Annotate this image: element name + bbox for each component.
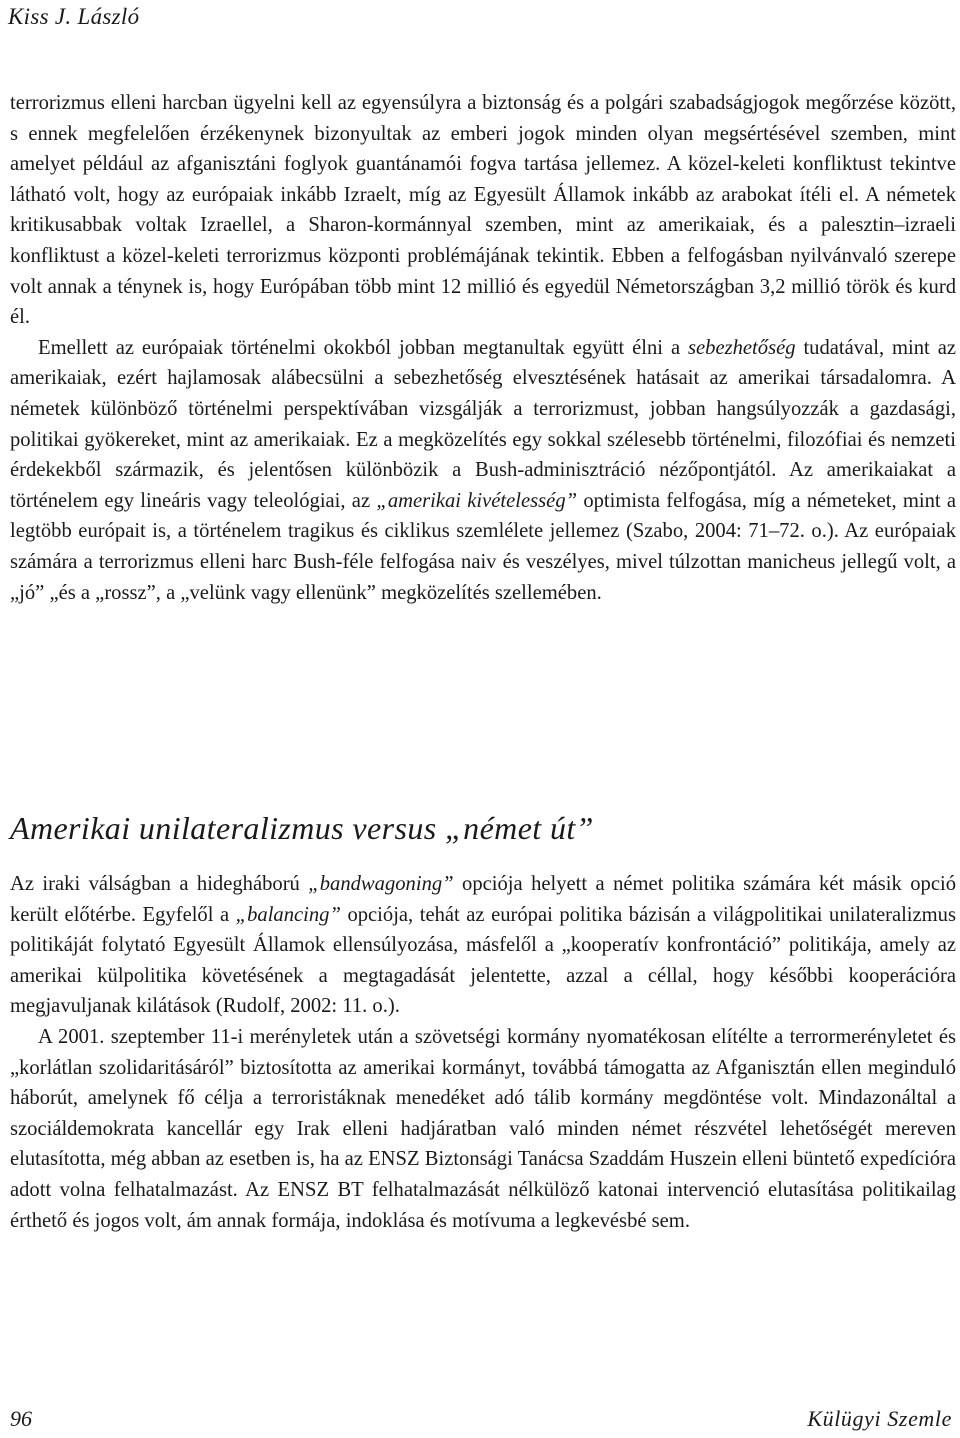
section-1-text bbox=[10, 88, 956, 608]
section-2-text bbox=[10, 869, 956, 1236]
text-run: opciója, tehát az európai politika bázisán a világpolitikai unilateralizmus politikáját folytató Egyesült Államok ellensúlyozása, másfelől a „kooperatív konfrontáció” politikája, amely az amerikai külpolitika követésének a megtagadását jelentette, azzal a céllal, hogy későbbi kooperációra megjavuljanak kilátások (Rudolf, 2002: 11. o.). bbox=[10, 903, 956, 1018]
emphasis: „amerikai kivételesség” bbox=[376, 489, 578, 512]
page-number: 96 bbox=[10, 1406, 32, 1431]
emphasis: sebezhetőség bbox=[688, 336, 796, 359]
text-run: Emellett az európaiak történelmi okokból jobban megtanultak együtt élni a bbox=[38, 336, 689, 359]
text-run: optimista felfogása, míg a németeket, mint a legtöbb európait is, a történelem tragikus és ciklikus szemlélete jellemez (Szabo, 2004: 71–72. o.). Az európaiak számára a terrorizmus elleni harc Bush-féle felfogása naiv és veszélyes, mivel túlzottan manicheus jellegű volt, a „jó” „és a „rossz”, a „velünk vagy ellenünk” megközelítés szellemében. bbox=[10, 489, 957, 604]
text-run: tudatával, mint az amerikaiak, ezért hajlamosak alábecsülni a sebezhetőség elvesztésének hatásait az amerikai társadalomra. A németek különböző történelmi perspektívában vizsgálják a terrorizmust, jobban hangsúlyozzák a gazdasági, politikai gyökereket, mint az amerikaiak. Ez a megközelítés egy sokkal szélesebb történelmi, filozófiai és nemzeti érdekekből származik, és jelentősen különbözik a Bush-adminisztráció nézőpontjától. Az amerikaiakat a történelem egy lineáris vagy teleológiai, az bbox=[10, 336, 956, 512]
emphasis: „bandwagoning” bbox=[308, 873, 454, 895]
text-run: Az iraki válságban a hidegháború bbox=[10, 873, 309, 895]
paragraph bbox=[10, 869, 956, 1022]
section-heading: Amerikai unilateralizmus versus „német út” bbox=[10, 810, 594, 846]
journal-title: Külügyi Szemle bbox=[807, 1406, 952, 1431]
text-run: opciója helyett a német politika számára két másik opció került előtérbe. Egyfelől a bbox=[10, 873, 956, 926]
paragraph bbox=[10, 333, 956, 608]
paragraph: terrorizmus elleni harcban ügyelni kell az egyensúlyra a biztonság és a polgári szabadságjogok megőrzése között, s ennek megfelelően érzékenynek bizonyultak az emberi jogok minden olyan megsértésével szemben, mint amelyet például az afganisztáni foglyok guantánamói fogva tartása jellemez. A közel-keleti konfliktust tekintve látható volt, hogy az európaiak inkább Izraelt, míg az Egyesült Államok inkább az arabokat ítéli el. A németek kritikusabbak voltak Izraellel, a Sharon-kormánnyal szemben, mint az amerikaiak, és a palesztin–izraeli konfliktust a közel-keleti terrorizmus központi problémájának tekintik. Ebben a felfogásban nyilvánvaló szerepe volt annak a ténynek is, hogy Európában több mint 12 millió és egyedül Németországban 3,2 millió török és kurd él. bbox=[10, 92, 956, 329]
paragraph: A 2001. szeptember 11-i merényletek után a szövetségi kormány nyomatékosan elítélte a terrormerényletet és „korlátlan szolidaritásáról” biztosította az amerikai kormányt, továbbá támogatta az Afganisztán ellen meginduló háborút, amelynek fő célja a terroristáknak menedéket adó tálib kormány megdöntése volt. Mindazonáltal a szociáldemokrata kancellár egy Irak elleni hadjáratban való minden német részvétel lehetőségét mereven elutasította, még abban az esetben is, ha az ENSZ Biztonsági Tanácsa Szaddám Huszein elleni büntető expedícióra adott volna felhatalmazást. Az ENSZ BT felhatalmazását nélkülöző katonai intervenció elutasítása politikailag érthető és jogos volt, ám annak formája, indoklása és motívuma a legkevésbé sem. bbox=[10, 1025, 956, 1232]
emphasis: „balancing” bbox=[235, 903, 341, 926]
running-head-author: Kiss J. László bbox=[8, 4, 140, 29]
